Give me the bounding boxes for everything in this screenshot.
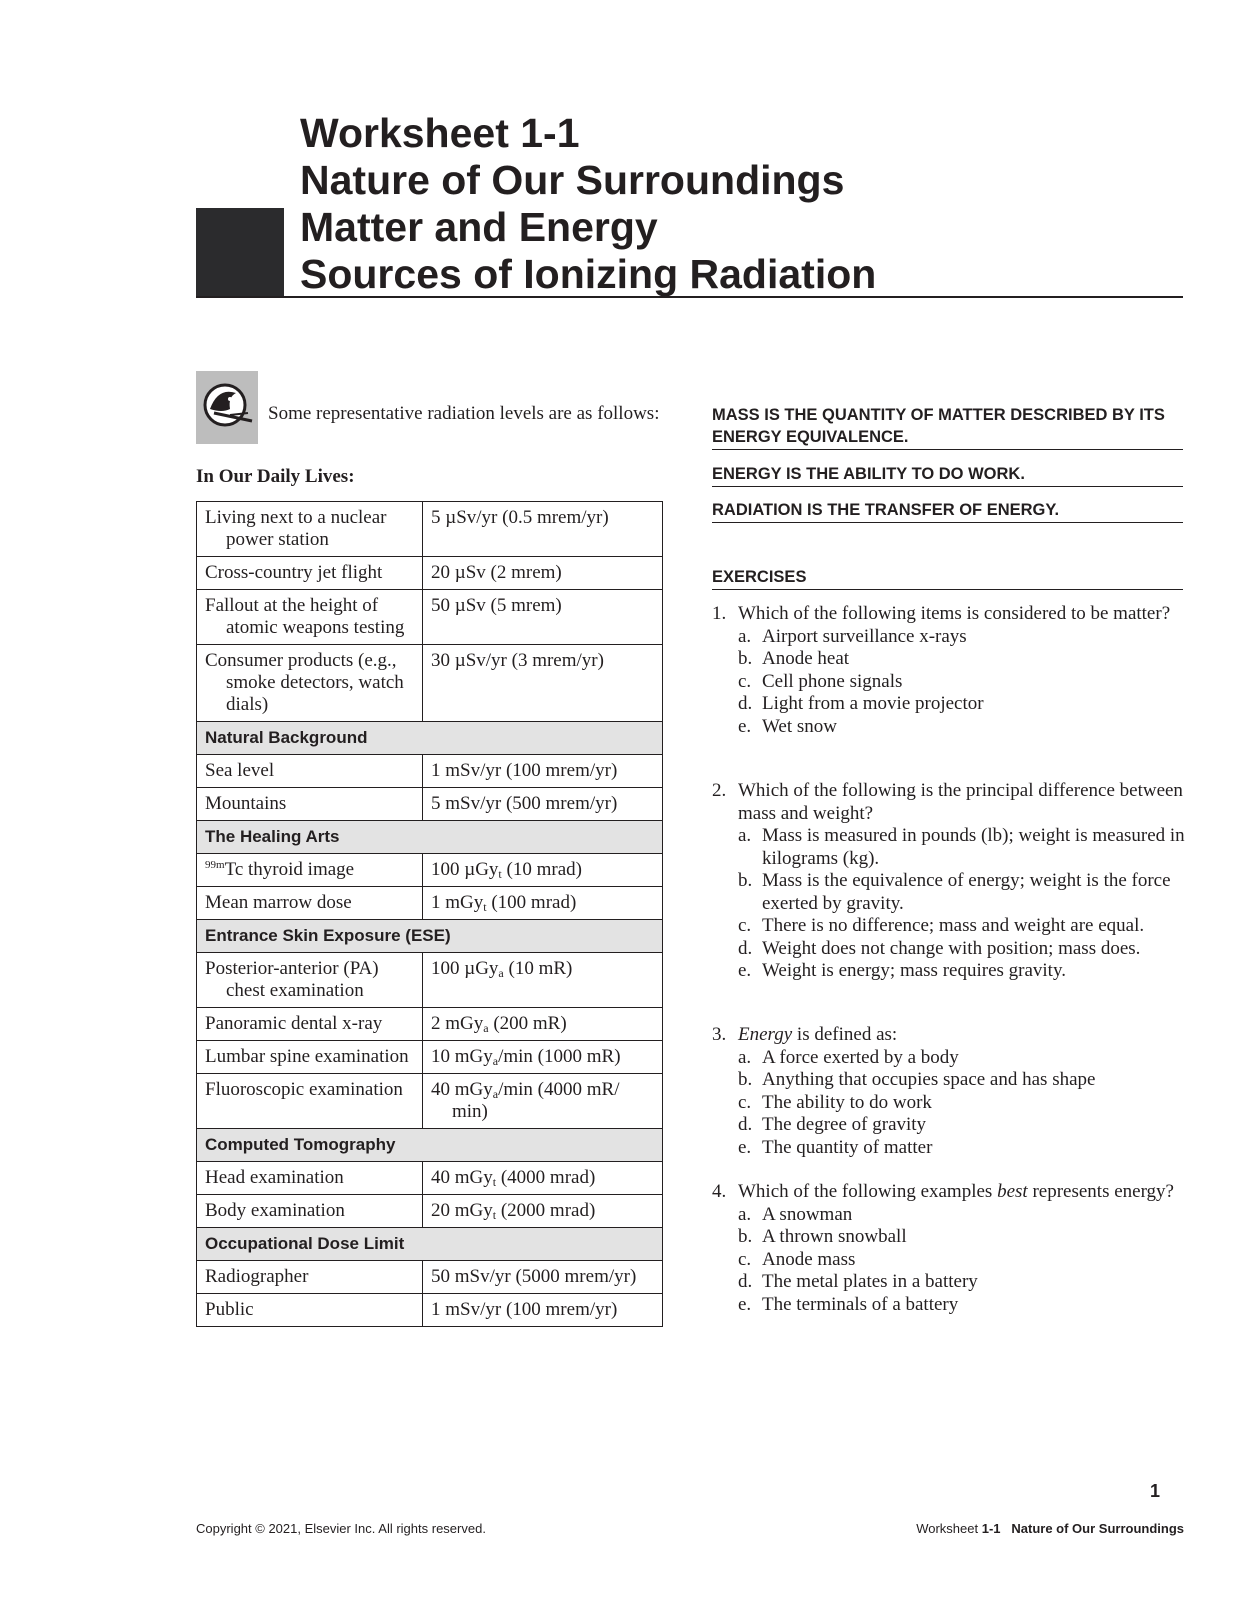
level-cell: 30 µSv/yr (3 mrem/yr): [431, 650, 604, 671]
table-row: [197, 854, 663, 887]
level-cell: 5 mSv/yr (500 mrem/yr): [431, 793, 618, 814]
answer-option[interactable]: a. Airport surveillance x-rays: [738, 625, 967, 647]
source-cell: Mean marrow dose: [205, 892, 352, 913]
isotope-superscript: 99m: [205, 859, 225, 871]
title-line-3: Matter and Energy: [300, 204, 658, 250]
answer-option[interactable]: d. Weight does not change with position; mass does.: [738, 937, 1141, 959]
question-stem: 2. Which of the following is the principal difference between mass and weight?: [712, 780, 1183, 824]
section-heading: Computed Tomography: [197, 1129, 663, 1162]
answer-option[interactable]: b. Mass is the equivalence of energy; weight is the force exerted by gravity.: [738, 870, 1171, 914]
answer-option[interactable]: c. Cell phone signals: [738, 670, 903, 692]
level-cell: 20 mGy$_t$ (2000 mrad): [431, 1200, 596, 1222]
source-cell: Sea level: [205, 760, 275, 781]
level-cell: 100 µGy$_a$ (10 mR): [431, 958, 573, 980]
section-header-row: [197, 722, 663, 755]
answer-option[interactable]: a. Mass is measured in pounds (lb); weight is measured in kilograms (kg).: [738, 825, 1185, 869]
answer-option[interactable]: c. Anode mass: [738, 1248, 856, 1270]
section-header-row: [197, 1129, 663, 1162]
level-cell: 1 mSv/yr (100 mrem/yr): [431, 760, 618, 781]
answer-option[interactable]: d. Light from a movie projector: [738, 693, 984, 714]
answer-option[interactable]: e. Wet snow: [738, 715, 837, 737]
answer-option[interactable]: b. A thrown snowball: [738, 1226, 907, 1247]
table-row: [197, 1041, 663, 1074]
table-row: [197, 590, 663, 645]
source-cell: Posterior-anterior (PA) chest examination: [205, 958, 379, 1001]
question-4: [712, 1181, 1190, 1316]
table-row: [197, 887, 663, 920]
table-row: [197, 755, 663, 788]
title-accent-bar: [196, 208, 284, 296]
answer-option[interactable]: e. The quantity of matter: [738, 1136, 933, 1158]
answer-option[interactable]: d. The degree of gravity: [738, 1114, 927, 1135]
section-header-row: [197, 920, 663, 953]
source-cell: Mountains: [205, 793, 287, 814]
title-line-1: Worksheet 1-1: [300, 110, 580, 156]
section-header-row: [197, 1228, 663, 1261]
source-cell: Lumbar spine examination: [205, 1046, 409, 1067]
table-row: [197, 645, 663, 722]
source-cell: [205, 859, 414, 881]
level-cell: 50 µSv (5 mrem): [431, 595, 562, 616]
rule-mass: MASS IS THE QUANTITY OF MATTER DESCRIBED BY ITS ENERGY EQUIVALENCE.: [712, 404, 1183, 450]
level-cell: 100 µGy$_t$ (10 mrad): [431, 859, 582, 881]
rule-radiation: RADIATION IS THE TRANSFER OF ENERGY.: [712, 499, 1183, 523]
source-cell: Fluoroscopic examination: [205, 1079, 403, 1100]
running-footer: [916, 1521, 1184, 1536]
level-cell: 5 µSv/yr (0.5 mrem/yr): [431, 507, 609, 528]
answer-option[interactable]: a. A snowman: [738, 1203, 853, 1225]
question-stem: 4. Which of the following examples best represents energy?: [712, 1181, 1174, 1202]
section-header-row: [197, 821, 663, 854]
answer-option[interactable]: b. Anode heat: [738, 648, 850, 669]
question-2: [712, 780, 1190, 983]
answer-option[interactable]: c. The ability to do work: [738, 1091, 932, 1113]
table-row: [197, 1074, 663, 1129]
intro-text: Some representative radiation levels are as follows:: [268, 403, 660, 424]
table-row: [197, 502, 663, 557]
source-cell: Panoramic dental x-ray: [205, 1013, 383, 1034]
question-stem: 1. Which of the following items is considered to be matter?: [712, 603, 1171, 624]
table-row: [197, 1294, 663, 1327]
page-title: [300, 110, 876, 298]
section-heading: Entrance Skin Exposure (ESE): [197, 920, 663, 953]
copyright-notice: Copyright © 2021, Elsevier Inc. All rights reserved.: [196, 1521, 486, 1536]
penguin-mascot-icon: [196, 371, 258, 444]
footer-worksheet-label: Worksheet: [916, 1521, 979, 1536]
level-cell: 1 mGy$_t$ (100 mrad): [431, 892, 577, 914]
footer-worksheet-title: Nature of Our Surroundings: [1011, 1521, 1184, 1536]
answer-option[interactable]: e. The terminals of a battery: [738, 1293, 959, 1315]
answer-option[interactable]: a. A force exerted by a body: [738, 1046, 959, 1068]
source-cell: Cross-country jet flight: [205, 562, 383, 583]
source-cell: Living next to a nuclear power station: [205, 507, 387, 550]
source-text: Tc thyroid image: [224, 859, 355, 880]
page-number: 1: [1150, 1481, 1161, 1501]
source-cell: Body examination: [205, 1200, 345, 1221]
answer-option[interactable]: c. There is no difference; mass and weight are equal.: [738, 915, 1145, 936]
table-row: [197, 1008, 663, 1041]
source-cell: Public: [205, 1299, 254, 1320]
table-row: [197, 1162, 663, 1195]
question-1: [712, 603, 1190, 738]
source-cell: Head examination: [205, 1167, 344, 1188]
source-cell: Radiographer: [205, 1266, 309, 1287]
section-heading: The Healing Arts: [197, 821, 663, 854]
radiation-levels-table: [196, 501, 663, 1327]
exercises-heading: EXERCISES: [712, 566, 1183, 590]
title-line-4: Sources of Ionizing Radiation: [300, 251, 877, 297]
question-stem: 3. Energy is defined as:: [712, 1024, 898, 1045]
title-line-2: Nature of Our Surroundings: [300, 157, 845, 203]
section-heading: Occupational Dose Limit: [197, 1228, 663, 1261]
answer-option[interactable]: b. Anything that occupies space and has shape: [738, 1069, 1096, 1090]
level-cell: 2 mGy$_a$ (200 mR): [431, 1013, 567, 1035]
source-cell: Consumer products (e.g., smoke detectors, watch dials): [205, 650, 404, 715]
level-cell: 10 mGy$_a$/min (1000 mR): [431, 1046, 621, 1068]
answer-option[interactable]: d. The metal plates in a battery: [738, 1271, 978, 1292]
question-3: [712, 1024, 1190, 1159]
source-cell: Fallout at the height of atomic weapons testing: [205, 595, 405, 638]
table-row: [197, 788, 663, 821]
table-row: [197, 953, 663, 1008]
table-row: [197, 1261, 663, 1294]
level-cell: 40 mGy$_a$/min (4000 mR/ min): [431, 1079, 620, 1122]
table-row: [197, 557, 663, 590]
section-heading: Natural Background: [197, 722, 663, 755]
footer-worksheet-number: 1-1: [981, 1521, 1001, 1536]
level-cell: 50 mSv/yr (5000 mrem/yr): [431, 1266, 637, 1287]
table-row: [197, 1195, 663, 1228]
answer-option[interactable]: e. Weight is energy; mass requires gravity.: [738, 960, 1066, 981]
title-block: [196, 104, 1183, 298]
level-cell: 1 mSv/yr (100 mrem/yr): [431, 1299, 618, 1320]
level-cell: 20 µSv (2 mrem): [431, 562, 562, 583]
level-cell: 40 mGy$_t$ (4000 mrad): [431, 1167, 596, 1189]
rule-energy: ENERGY IS THE ABILITY TO DO WORK.: [712, 463, 1183, 487]
daily-lives-heading: In Our Daily Lives:: [196, 466, 355, 487]
